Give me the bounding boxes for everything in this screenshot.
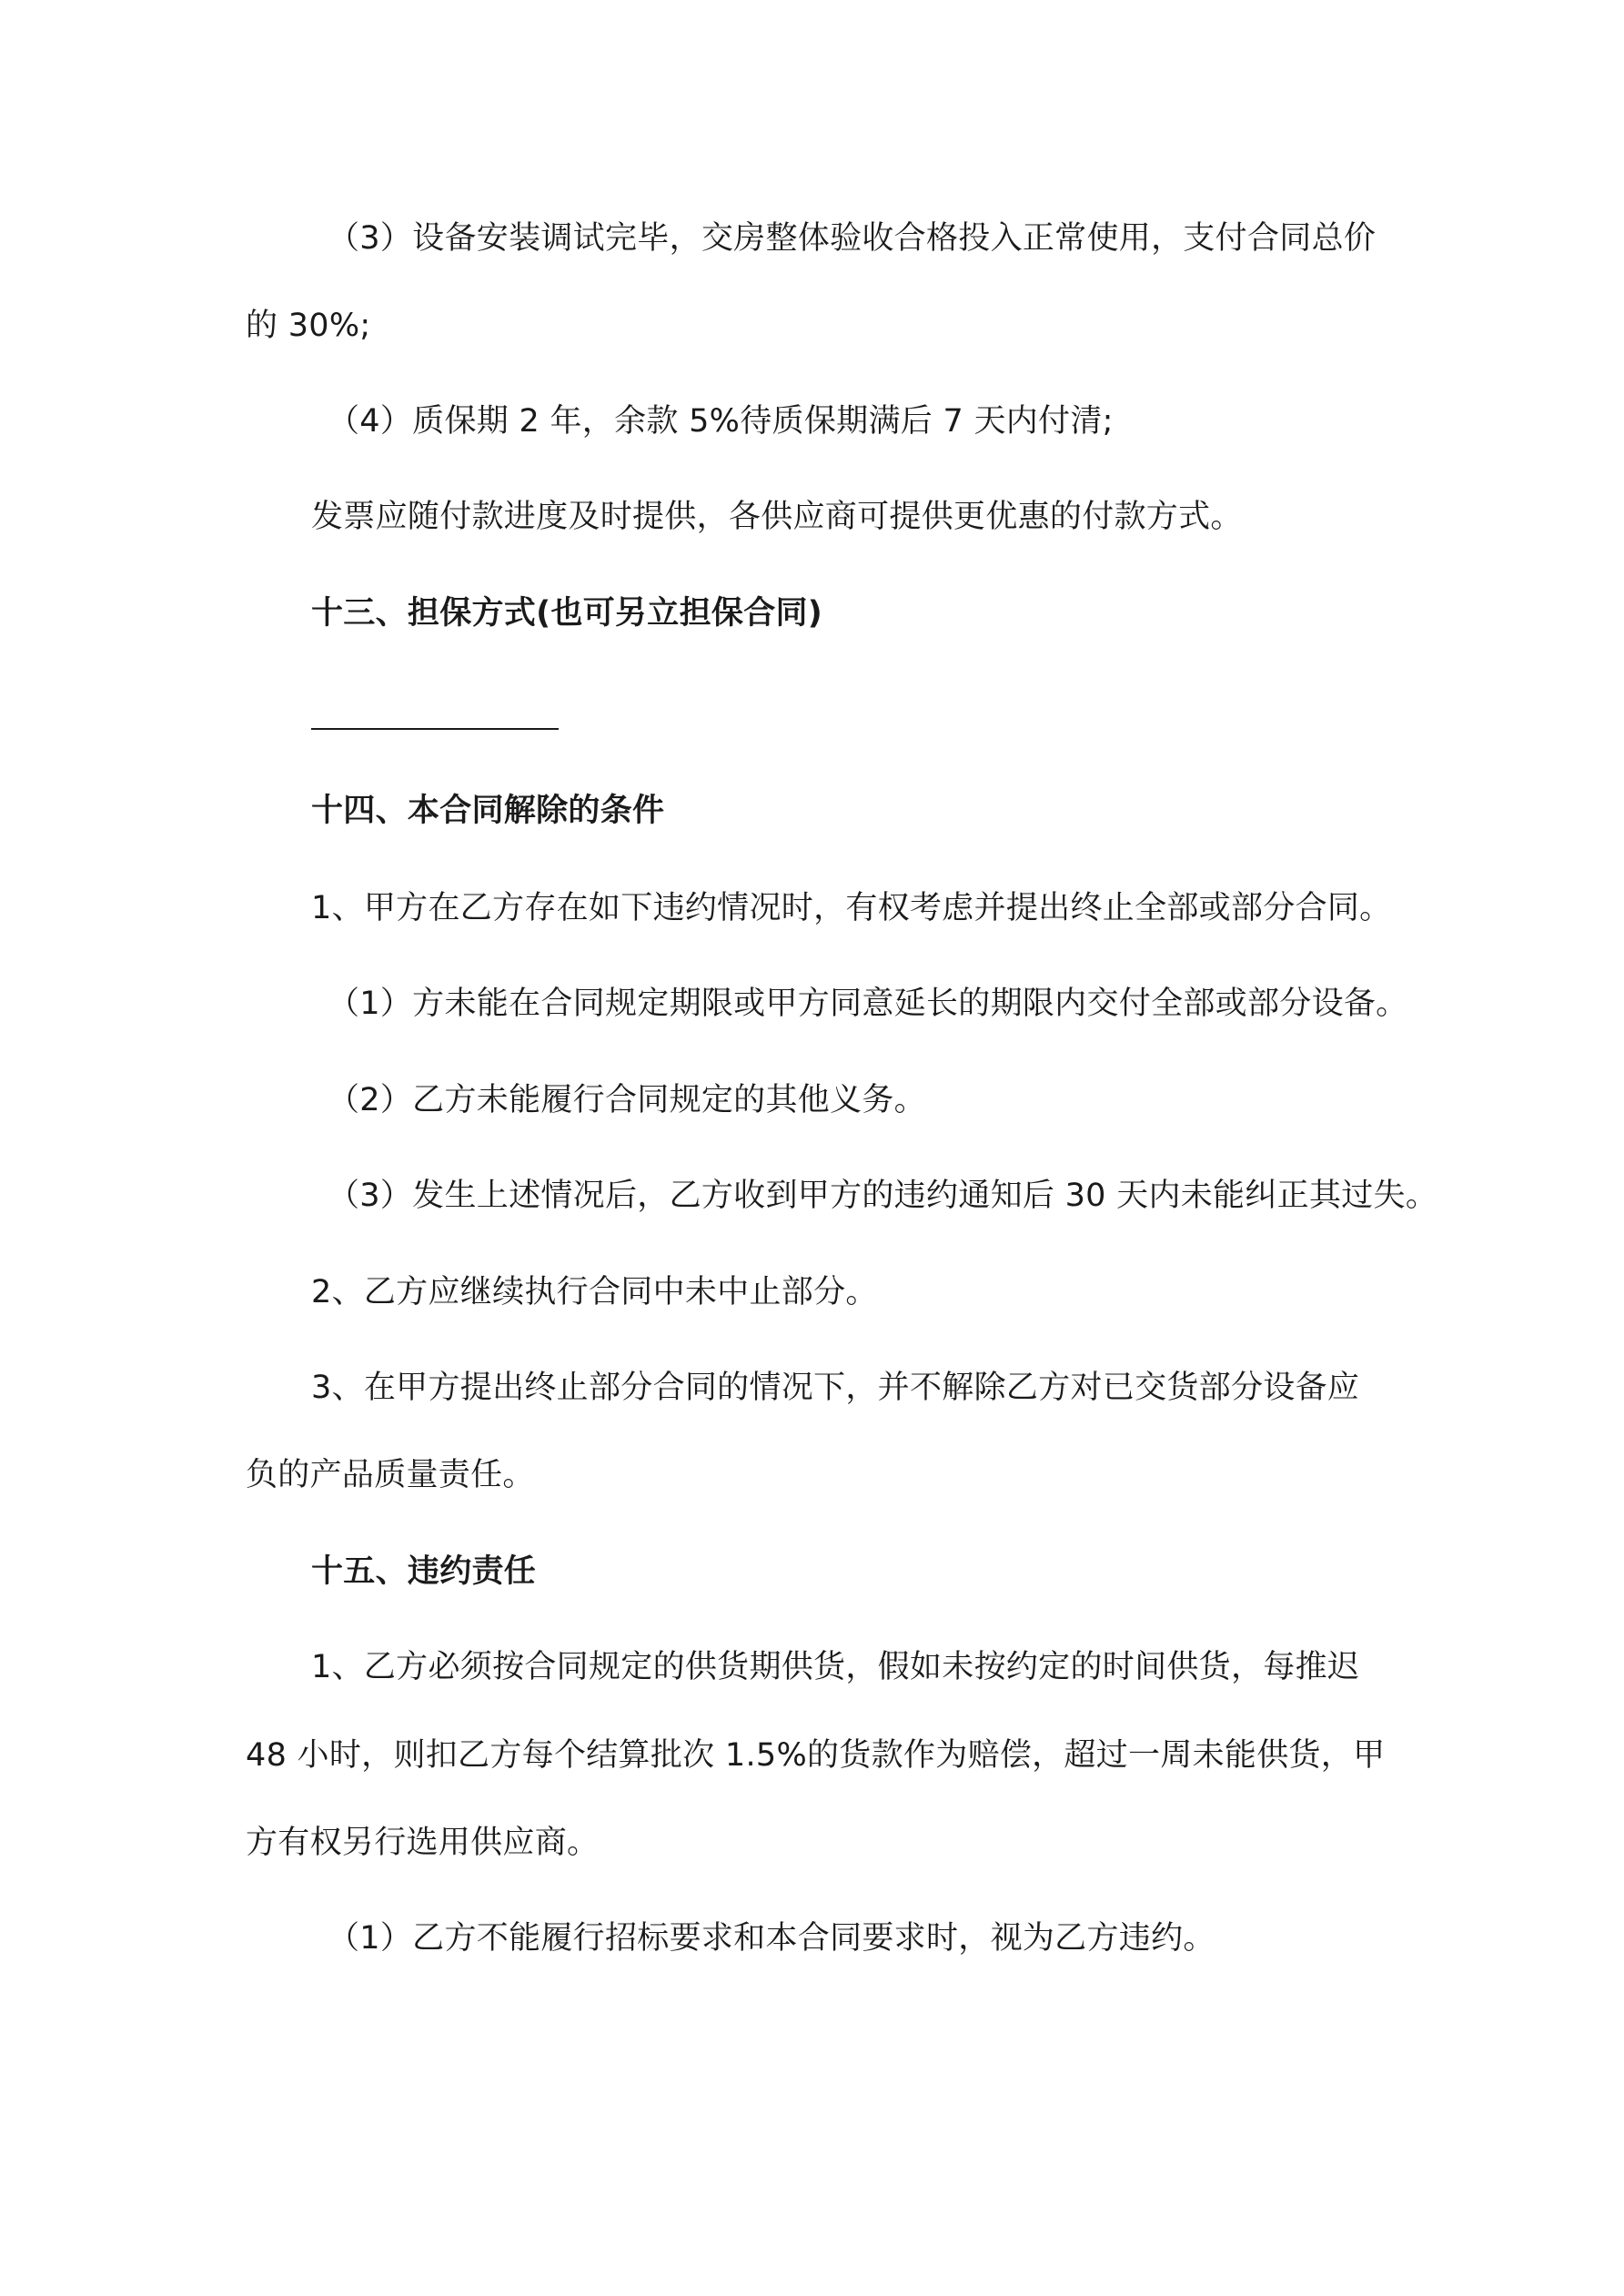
section-14-heading: 十四、本合同解除的条件 [311, 793, 665, 829]
termination-clause-3-line-1: 3、在甲方提出终止部分合同的情况下，并不解除乙方对已交货部分设备应 [311, 1370, 1360, 1406]
liability-clause-1-line-2: 48 小时，则扣乙方每个结算批次 1.5%的货款作为赔偿，超过一周未能供货，甲 [246, 1737, 1386, 1774]
invoice-note: 发票应随付款进度及时提供，各供应商可提供更优惠的付款方式。 [311, 499, 1243, 535]
termination-clause-3-line-2: 负的产品质量责任。 [246, 1457, 535, 1493]
payment-term-3-line-2: 的 30%; [246, 308, 371, 344]
payment-term-4: （4）质保期 2 年，余款 5%待质保期满后 7 天内付清; [328, 403, 1114, 440]
termination-clause-1: 1、甲方在乙方存在如下违约情况时，有权考虑并提出终止全部或部分合同。 [311, 890, 1392, 926]
payment-term-3-line-1: （3）设备安装调试完毕，交房整体验收合格投入正常使用，支付合同总价 [328, 220, 1377, 257]
termination-clause-2: 2、乙方应继续执行合同中未中止部分。 [311, 1274, 878, 1310]
section-15-heading: 十五、违约责任 [311, 1553, 537, 1590]
liability-clause-1-line-3: 方有权另行选用供应商。 [246, 1825, 600, 1861]
liability-clause-1-item-1: （1）乙方不能履行招标要求和本合同要求时，视为乙方违约。 [328, 1920, 1215, 1957]
guarantee-blank-line [311, 728, 559, 730]
termination-clause-1-item-3: （3）发生上述情况后，乙方收到甲方的违约通知后 30 天内未能纠正其过失。 [328, 1178, 1438, 1214]
section-13-heading: 十三、担保方式(也可另立担保合同) [311, 595, 823, 632]
liability-clause-1-line-1: 1、乙方必须按合同规定的供货期供货，假如未按约定的时间供货，每推迟 [311, 1649, 1360, 1685]
termination-clause-1-item-2: （2）乙方未能履行合同规定的其他义务。 [328, 1082, 926, 1118]
termination-clause-1-item-1: （1）方未能在合同规定期限或甲方同意延长的期限内交付全部或部分设备。 [328, 986, 1408, 1022]
